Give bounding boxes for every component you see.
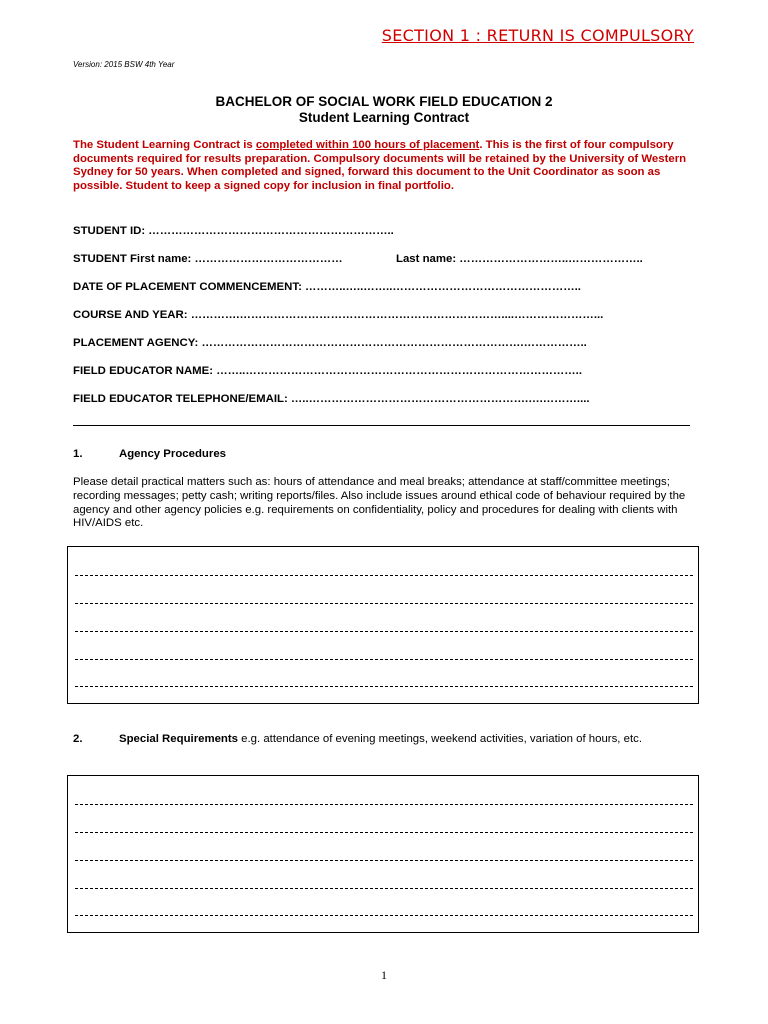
- answer-line: [75, 860, 693, 861]
- student-id-field[interactable]: STUDENT ID: ………………………………………………………..: [73, 225, 394, 237]
- answer-line: [75, 804, 693, 805]
- section-1-description: Please detail practical matters such as: hours of attendance and meal breaks; attendance at staff/committee meetings; recording messages; petty cash; writing reports/files. Also include issues around ethical code of behaviour required by the agency and other agency policies e.g. requirements on confidentiality, policy and procedures for dealing with clients with HIV/AIDS etc.: [73, 476, 686, 530]
- notice-underlined: completed within 100 hours of placement: [255, 139, 480, 151]
- section-2-number: 2.: [73, 733, 83, 745]
- commencement-date-field[interactable]: DATE OF PLACEMENT COMMENCEMENT: ………..…..……..…………………………………………..: [73, 281, 581, 293]
- placement-agency-field[interactable]: PLACEMENT AGENCY: ………………………………………………………………………….……………..: [73, 337, 587, 349]
- field-educator-contact-field[interactable]: FIELD EDUCATOR TELEPHONE/EMAIL: …..………………………………………………….….………....: [73, 393, 590, 405]
- page-number: 1: [381, 968, 387, 982]
- answer-line: [75, 832, 693, 833]
- section-1-answer-box[interactable]: [67, 546, 699, 704]
- answer-line: [75, 888, 693, 889]
- notice-text-2: . This is the first of four compulsory documents required for results preparation. Compulsory documents will be retained by the University of Western Sydney for 50 years. When completed and signed, forward this document to the Unit Coordinator as soon as possible. Student to keep a signed copy for inclusion in final portfolio.: [73, 139, 687, 192]
- section-1-title: Agency Procedures: [119, 448, 226, 460]
- field-educator-name-field[interactable]: FIELD EDUCATOR NAME: ……..……………………………………………………………………………..: [73, 365, 582, 377]
- document-subtitle: Student Learning Contract: [298, 110, 470, 125]
- separator-line: [73, 425, 690, 426]
- section-2-answer-box[interactable]: [67, 775, 699, 933]
- version-label: Version: 2015 BSW 4th Year: [73, 60, 175, 69]
- course-year-field[interactable]: COURSE AND YEAR: ………….……………………………………………………………....…………………...: [73, 309, 604, 321]
- first-name-field[interactable]: STUDENT First name: …………………………………: [73, 253, 343, 265]
- answer-line: [75, 915, 693, 916]
- section-2-title: Special Requirements: [119, 733, 239, 745]
- notice-text-1: The Student Learning Contract is: [73, 139, 256, 151]
- section-banner: SECTION 1 : RETURN IS COMPULSORY: [381, 26, 694, 45]
- answer-line: [75, 575, 693, 576]
- answer-line: [75, 686, 693, 687]
- section-2-description: e.g. attendance of evening meetings, weekend activities, variation of hours, etc.: [238, 733, 642, 745]
- document-title: BACHELOR OF SOCIAL WORK FIELD EDUCATION 2: [215, 94, 553, 109]
- section-2-text: [119, 732, 693, 747]
- section-1-number: 1.: [73, 448, 83, 460]
- compulsory-notice: [73, 139, 693, 193]
- answer-line: [75, 631, 693, 632]
- last-name-field[interactable]: Last name: ………………………..………………..: [396, 253, 643, 265]
- answer-line: [75, 659, 693, 660]
- section-2-heading: [73, 732, 693, 747]
- section-1-heading: [73, 448, 226, 460]
- answer-line: [75, 603, 693, 604]
